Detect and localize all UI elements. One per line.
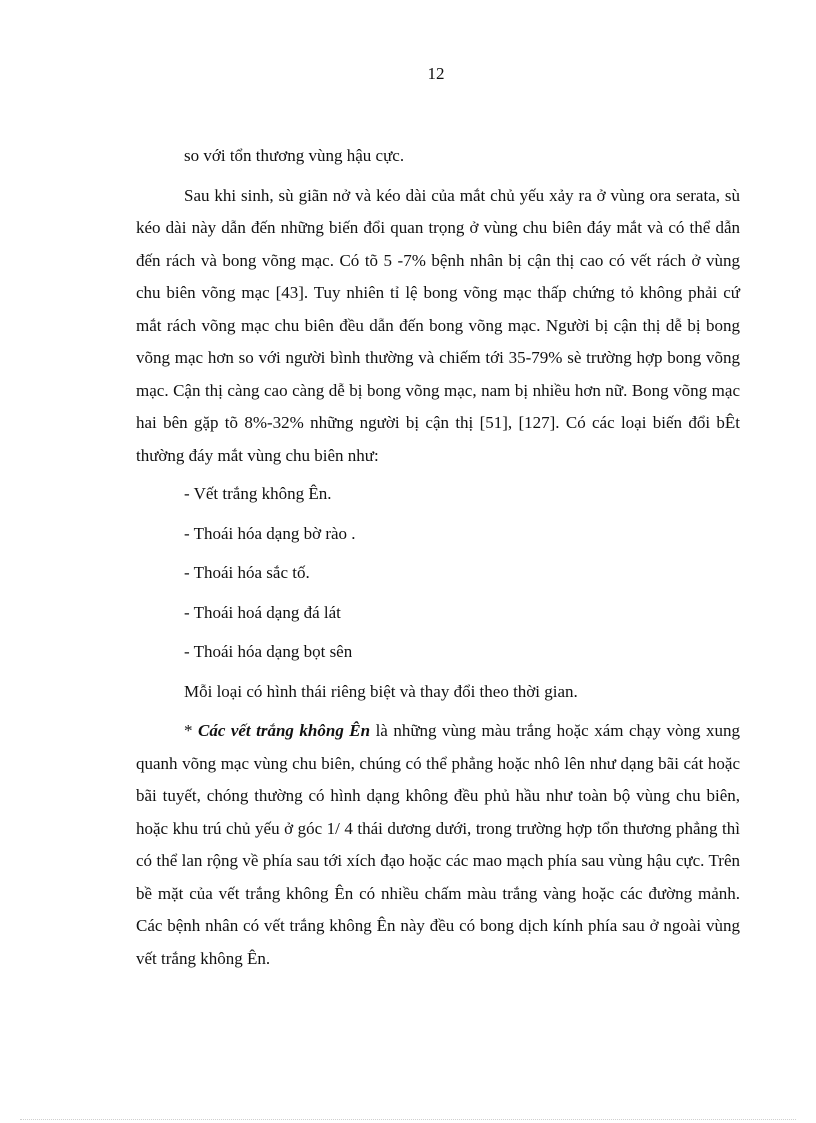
body-text xyxy=(136,140,740,975)
paragraph-body: là những vùng màu trắng hoặc xám chạy vòng xung quanh võng mạc vùng chu biên, chúng có thể phẳng hoặc nhô lên như dạng bãi cát hoặc bãi tuyết, chóng thường có hình dạng không đều phủ hầu như toàn bộ vùng chu biên, hoặc khu trú chủ yếu ở góc 1/ 4 thái dương dưới, trong trường hợp tổn thương phẳng thì có thể lan rộng về phía sau tới xích đạo hoặc các mao mạch phía sau vùng hậu cực. Trên bề mặt của vết trắng không Ên có nhiều chấm màu trắng vàng hoặc các đường mảnh. Các bệnh nhân có vết trắng không Ên này đều có bong dịch kính phía sau ở ngoài vùng vết trắng không Ên. xyxy=(136,721,740,968)
emphasized-term: Các vết trắng không Ên xyxy=(197,721,371,740)
paragraph-bullet: * xyxy=(184,721,198,740)
list-item: - Thoái hóa sắc tố. xyxy=(184,563,310,582)
paragraph-white-without-pressure xyxy=(136,715,740,975)
list-item: - Thoái hóa dạng bờ rào . xyxy=(184,523,356,543)
page-bottom-rule xyxy=(20,1119,796,1120)
continuation-line: so với tổn thương vùng hậu cực. xyxy=(184,146,405,165)
paragraph-postnatal-changes: Sau khi sinh, sù giãn nở và kéo dài của mắt chủ yếu xảy ra ở vùng ora serata, sù kéo dài này dẫn đến những biến đổi quan trọng ở vùng chu biên đáy mắt và có thể dẫn đến rách và bong võng mạc. Có tõ 5 -7% bệnh nhân bị cận thị cao có vết rách ở vùng chu biên võng mạc [43]. Tuy nhiên tỉ lệ bong võng mạc thấp chứng tỏ không phải cứ mắt rách võng mạc chu biên đều dẫn đến bong võng mạc. Người bị cận thị dễ bị bong võng mạc hơn so với người bình thường và chiếm tới 35-79% sè trường hợp bong võng mạc. Cận thị càng cao càng dễ bị bong võng mạc, nam bị nhiều hơn nữ. Bong võng mạc hai bên gặp tõ 8%-32% những người bị cận thị [51], [127]. Có các loại biến đổi bÊt thường đáy mắt vùng chu biên như: xyxy=(136,185,740,465)
page-number: 12 xyxy=(427,64,445,83)
list-item: - Vết trắng không Ên. xyxy=(184,484,332,503)
paragraph-morphology: Mỗi loại có hình thái riêng biệt và thay đổi theo thời gian. xyxy=(184,681,578,701)
list-item: - Thoái hóa dạng bọt sên xyxy=(184,642,353,661)
list-item: - Thoái hoá dạng đá lát xyxy=(184,602,341,622)
abnormality-list xyxy=(136,478,740,669)
